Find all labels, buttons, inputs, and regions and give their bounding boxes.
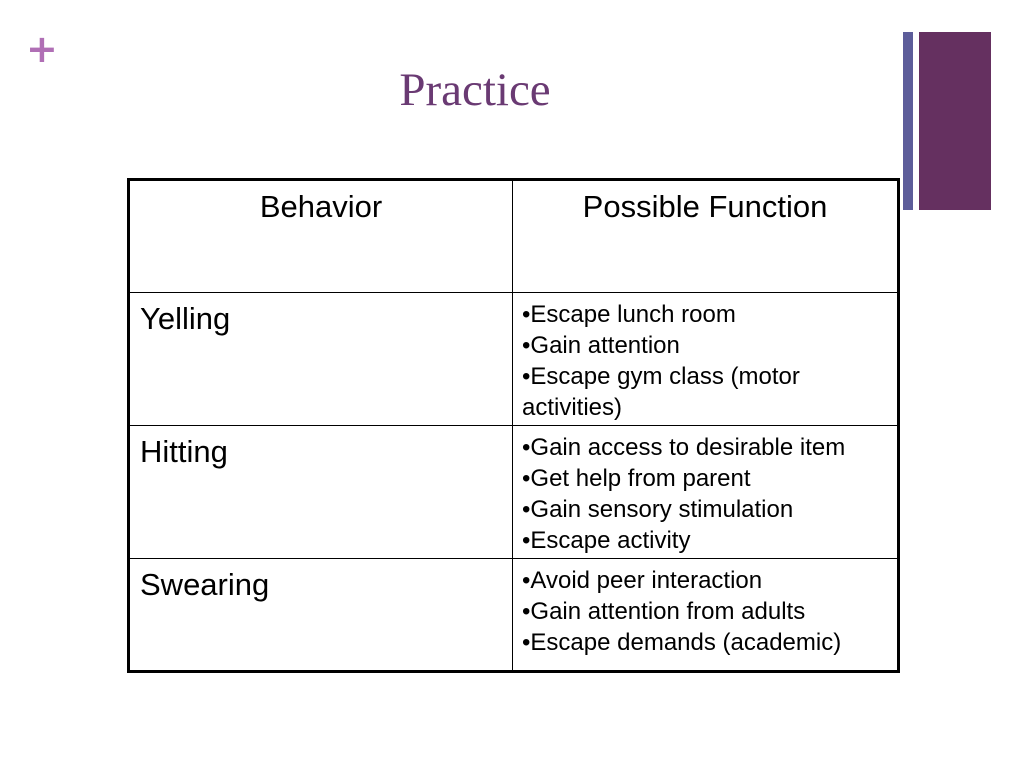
table-header-row: [129, 180, 899, 293]
function-cell: [513, 426, 899, 559]
behavior-cell: Hitting: [129, 426, 513, 559]
function-cell: [513, 559, 899, 672]
slide-title: Practice: [399, 64, 551, 116]
function-item: • Gain access to desirable item: [522, 432, 889, 463]
function-cell: [513, 293, 899, 426]
function-item: • Escape lunch room: [522, 299, 889, 330]
behavior-function-table: [127, 178, 900, 673]
function-list: [522, 565, 889, 658]
table-row: [129, 426, 899, 559]
function-item: • Escape gym class (motor activities): [522, 361, 889, 423]
function-list: [522, 432, 889, 556]
header-possible-function: Possible Function: [513, 180, 899, 293]
plus-icon: +: [26, 27, 58, 71]
behavior-cell: Yelling: [129, 293, 513, 426]
table-row: [129, 559, 899, 672]
function-item: • Get help from parent: [522, 463, 889, 494]
function-item: • Gain sensory stimulation: [522, 494, 889, 525]
function-list: [522, 299, 889, 423]
function-item: • Escape activity: [522, 525, 889, 556]
header-behavior: Behavior: [129, 180, 513, 293]
function-item: • Avoid peer interaction: [522, 565, 889, 596]
function-item: • Gain attention from adults: [522, 596, 889, 627]
decorative-bar-thick: [919, 32, 991, 210]
decorative-bar-thin: [903, 32, 913, 210]
function-item: • Escape demands (academic): [522, 627, 889, 658]
table-row: [129, 293, 899, 426]
function-item: • Gain attention: [522, 330, 889, 361]
behavior-cell: Swearing: [129, 559, 513, 672]
